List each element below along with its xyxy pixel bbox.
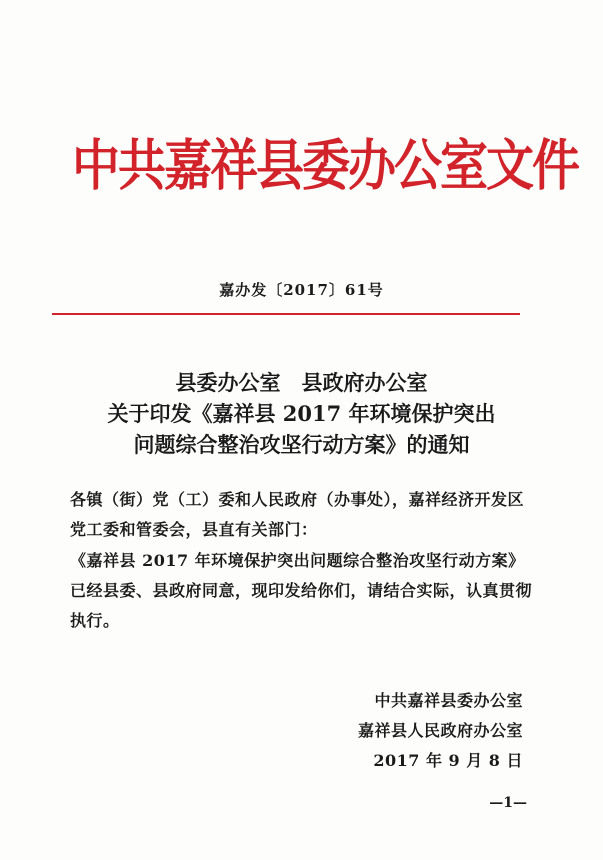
signature-block [358, 686, 523, 776]
notice-title-line-2: 关于印发《嘉祥县 2017 年环境保护突出 [107, 401, 496, 426]
page-number: —1— [489, 795, 527, 811]
notice-title [0, 367, 603, 460]
notice-title-line-3: 问题综合整治攻坚行动方案》的通知 [133, 432, 470, 457]
signature-date: 2017 年 9 月 8 日 [373, 751, 523, 770]
document-number: 嘉办发〔2017〕61号 [219, 281, 384, 299]
document-banner-title: 中共嘉祥县委办公室文件 [72, 134, 579, 199]
body-paragraph: 《嘉祥县 2017 年环境保护突出问题综合整治攻坚行动方案》已经县委、县政府同意，现印发给你们，请结合实际，认真贯彻执行。 [70, 551, 533, 630]
signature-org-1: 中共嘉祥县委办公室 [374, 691, 523, 710]
salutation: 各镇（街）党（工）委和人民政府（办事处），嘉祥经济开发区党工委和管委会，县直有关部门： [70, 490, 525, 539]
red-divider-rule [52, 313, 520, 315]
signature-org-2: 嘉祥县人民政府办公室 [357, 721, 523, 740]
notice-title-line-1: 县委办公室 县政府办公室 [175, 370, 428, 395]
